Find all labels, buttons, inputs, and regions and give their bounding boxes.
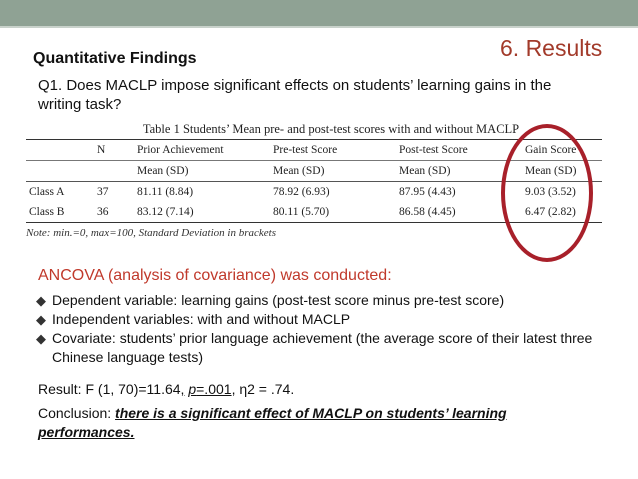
table-header-cell: Pre-test Score — [270, 140, 396, 161]
table-cell: 37 — [97, 186, 109, 198]
table-subheader-cell: Mean (SD) — [522, 161, 602, 182]
table-subheader-cell: Mean (SD) — [270, 161, 396, 182]
p-label: p — [188, 381, 197, 397]
conclusion — [38, 404, 598, 442]
table-header-cell: Gain Score — [522, 140, 602, 161]
result-prefix: Result: F (1, 70)=11.64 — [38, 381, 181, 397]
result-comma: , — [180, 381, 185, 397]
table-subheader-cell — [26, 161, 94, 182]
p-value — [188, 381, 231, 397]
result-line — [38, 381, 294, 397]
diamond-bullet-icon: ◆ — [36, 331, 46, 346]
table-header-cell — [26, 140, 94, 161]
table-cell: Class B — [26, 202, 94, 223]
p-number: =.001 — [196, 381, 232, 397]
table-cell: 86.58 (4.45) — [396, 202, 522, 223]
gain-score-highlight-circle — [501, 124, 593, 262]
research-question: Q1. Does MACLP impose significant effects on students’ learning gains in the writing task? — [38, 77, 552, 113]
top-bar — [0, 0, 638, 26]
table-subheader-cell: Mean (SD) — [396, 161, 522, 182]
bullet-text: Covariate: students’ prior language achievement (the average score of their latest three Chinese language tests) — [52, 330, 593, 365]
diamond-bullet-icon: ◆ — [36, 293, 46, 308]
table-note: Note: min.=0, max=100, Standard Deviation in brackets — [26, 227, 276, 239]
bullet-text: Dependent variable: learning gains (post-test score minus pre-test score) — [52, 292, 505, 308]
table-caption: Table 1 Students’ Mean pre- and post-test scores with and without MACLP — [142, 122, 520, 136]
list-item — [36, 310, 616, 329]
effect-size: , η2 = .74. — [231, 381, 295, 397]
diamond-bullet-icon: ◆ — [36, 312, 46, 327]
ancova-bullet-list — [36, 291, 616, 367]
table-header-cell: Prior Achievement — [134, 140, 270, 161]
table-header-cell: Post-test Score — [396, 140, 522, 161]
table-cell: 83.12 (7.14) — [134, 202, 270, 223]
list-item — [36, 291, 616, 310]
table-cell: 36 — [94, 202, 134, 223]
list-item — [36, 329, 616, 367]
table-cell: 78.92 (6.93) — [273, 186, 330, 198]
table-cell: 6.47 (2.82) — [522, 202, 602, 223]
slide-heading: Quantitative Findings — [33, 50, 197, 67]
table-cell: 87.95 (4.43) — [399, 186, 456, 198]
table-subheader-cell: Mean (SD) — [134, 161, 270, 182]
table-cell: Class A — [29, 186, 65, 198]
table-header-cell: N — [94, 140, 134, 161]
conclusion-label: Conclusion: — [38, 405, 116, 421]
ancova-title: ANCOVA (analysis of covariance) was conducted: — [38, 267, 392, 284]
section-title: 6. Results — [500, 35, 603, 61]
table-cell: 9.03 (3.52) — [525, 186, 576, 198]
table-cell: 81.11 (8.84) — [137, 186, 194, 198]
conclusion-emphasis: there is a significant effect of MACLP on students’ learning performances. — [38, 405, 507, 440]
bullet-text: Independent variables: with and without MACLP — [52, 311, 351, 327]
table-subheader-cell — [94, 161, 134, 182]
top-rule — [0, 26, 638, 28]
table-cell: 80.11 (5.70) — [270, 202, 396, 223]
